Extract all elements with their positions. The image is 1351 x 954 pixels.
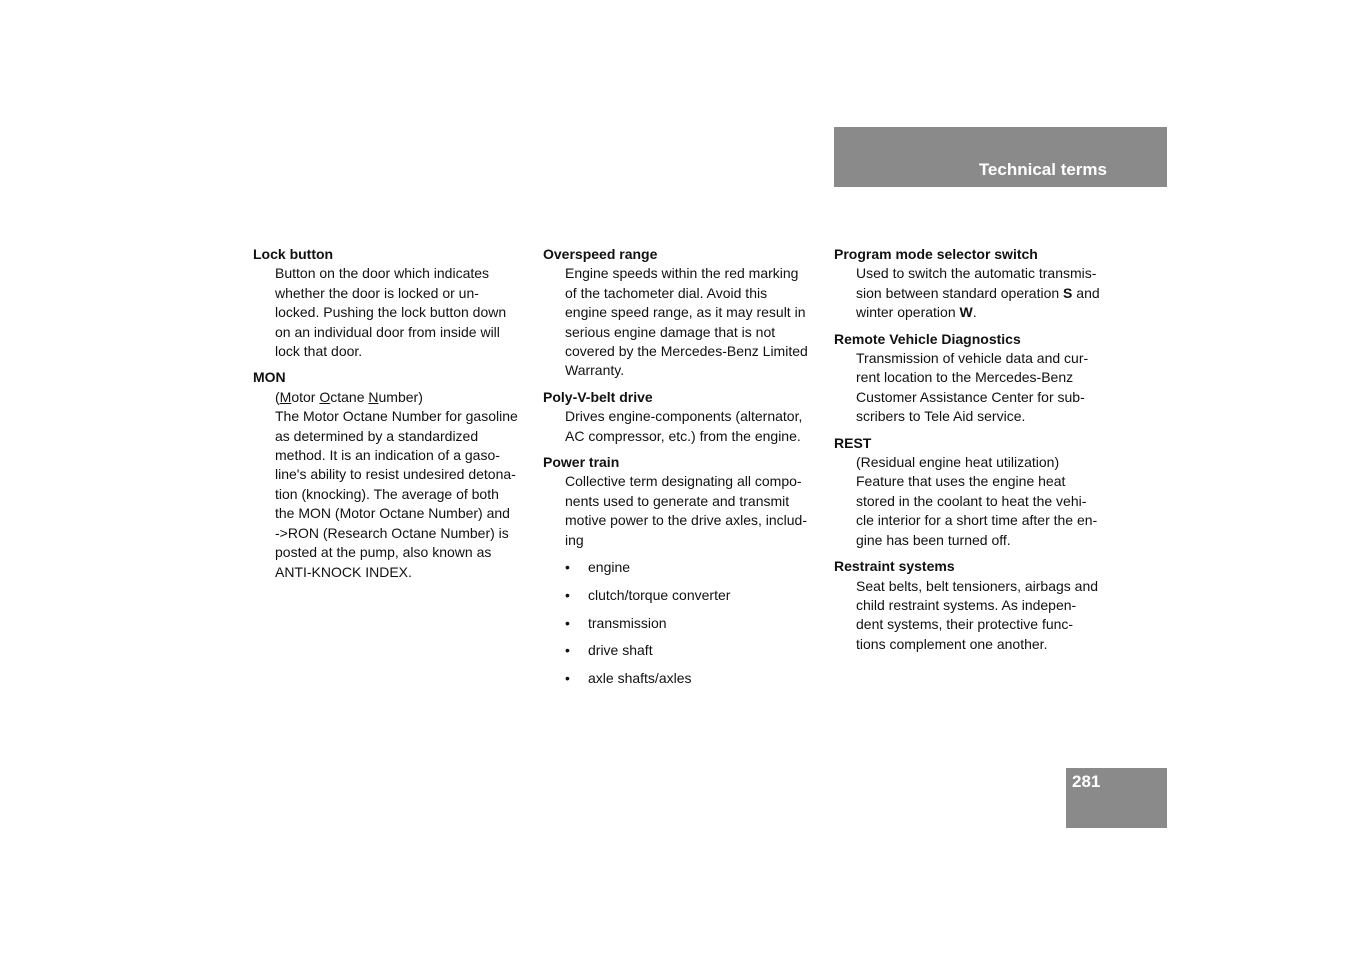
definition-line: Drives engine-components (alternator, bbox=[565, 408, 803, 425]
definition-line: ->RON (Research Octane Number) is bbox=[275, 524, 509, 541]
section-title: Technical terms bbox=[978, 160, 1107, 179]
abbreviation-expansion: (Motor Octane Number) bbox=[275, 388, 423, 405]
definition-line: nents used to generate and transmit bbox=[565, 492, 790, 509]
definition-line: of the tachometer dial. Avoid this bbox=[565, 284, 768, 301]
definition-line: sion between standard operation S and bbox=[856, 284, 1100, 301]
definition-line: method. It is an indication of a gaso- bbox=[275, 447, 500, 464]
definition-line: child restraint systems. As indepen- bbox=[856, 596, 1077, 613]
entry-overspeed-range bbox=[543, 245, 823, 381]
definition-line: Engine speeds within the red marking bbox=[565, 265, 799, 282]
column-2 bbox=[543, 245, 823, 697]
list-item: • drive shaft bbox=[565, 641, 823, 660]
term-heading: Lock button bbox=[253, 246, 334, 262]
term-heading: Program mode selector switch bbox=[834, 246, 1038, 262]
term-definition bbox=[565, 264, 823, 380]
mode-s-label: S bbox=[1063, 284, 1073, 301]
definition-line: line's ability to resist undesired detona- bbox=[275, 466, 516, 483]
list-item: • transmission bbox=[565, 614, 823, 633]
list-item: • engine bbox=[565, 558, 823, 577]
definition-line: tion (knocking). The average of both bbox=[275, 485, 499, 502]
definition-line: Feature that uses the engine heat bbox=[856, 473, 1066, 490]
column-1 bbox=[253, 245, 533, 589]
term-definition bbox=[856, 453, 1114, 550]
definition-line: (Residual engine heat utilization) bbox=[856, 454, 1060, 471]
definition-line: posted at the pump, also known as bbox=[275, 544, 492, 561]
definition-line: Used to switch the automatic transmis- bbox=[856, 265, 1097, 282]
definition-line: AC compressor, etc.) from the engine. bbox=[565, 427, 801, 444]
term-definition bbox=[565, 407, 823, 446]
page-number-box bbox=[1066, 768, 1167, 828]
definition-line: tions complement one another. bbox=[856, 635, 1048, 652]
term-heading: Poly-V-belt drive bbox=[543, 388, 653, 405]
definition-line: whether the door is locked or un- bbox=[275, 284, 479, 301]
term-heading: Restraint systems bbox=[834, 558, 955, 575]
page-number: 281 bbox=[1072, 772, 1101, 791]
term-definition bbox=[856, 264, 1114, 322]
definition-line: locked. Pushing the lock button down bbox=[275, 304, 507, 321]
definition-line: lock that door. bbox=[275, 343, 363, 360]
list-item: • clutch/torque converter bbox=[565, 586, 823, 605]
term-definition bbox=[275, 264, 533, 361]
term-heading: Remote Vehicle Diagnostics bbox=[834, 330, 1021, 347]
definition-line: Seat belts, belt tensioners, airbags and bbox=[856, 577, 1099, 594]
entry-restraint-systems bbox=[834, 557, 1114, 654]
entry-mon bbox=[253, 368, 533, 581]
definition-line: ing bbox=[565, 531, 584, 548]
definition-line: Button on the door which indicates bbox=[275, 265, 490, 282]
definition-line: The Motor Octane Number for gasoline bbox=[275, 408, 518, 425]
definition-line: on an individual door from inside will bbox=[275, 323, 500, 340]
term-definition bbox=[565, 472, 823, 550]
definition-line: the MON (Motor Octane Number) and bbox=[275, 505, 510, 522]
definition-line: Transmission of vehicle data and cur- bbox=[856, 350, 1089, 367]
definition-line: covered by the Mercedes-Benz Limited bbox=[565, 343, 808, 360]
definition-line: ANTI-KNOCK INDEX. bbox=[275, 563, 412, 580]
term-heading: REST bbox=[834, 434, 872, 451]
bullet-icon: • bbox=[565, 586, 570, 603]
definition-line: stored in the coolant to heat the vehi- bbox=[856, 492, 1087, 509]
definition-line: Customer Assistance Center for sub- bbox=[856, 388, 1085, 405]
entry-poly-v-belt-drive bbox=[543, 388, 823, 446]
entry-power-train bbox=[543, 453, 823, 688]
power-train-component-list bbox=[565, 558, 823, 688]
term-definition bbox=[856, 349, 1114, 427]
definition-line: Warranty. bbox=[565, 362, 625, 379]
term-heading: Overspeed range bbox=[543, 246, 658, 262]
term-definition bbox=[856, 577, 1114, 655]
term-heading: Power train bbox=[543, 454, 620, 471]
bullet-icon: • bbox=[565, 614, 570, 631]
column-3 bbox=[834, 245, 1114, 661]
mode-w-label: W bbox=[959, 304, 973, 321]
definition-line: engine speed range, as it may result in bbox=[565, 304, 806, 321]
section-header-bar bbox=[834, 127, 1167, 187]
term-heading: MON bbox=[253, 369, 286, 386]
definition-line: cle interior for a short time after the en- bbox=[856, 512, 1098, 529]
bullet-icon: • bbox=[565, 559, 570, 576]
definition-line: as determined by a standardized bbox=[275, 427, 479, 444]
list-item: • axle shafts/axles bbox=[565, 669, 823, 688]
bullet-icon: • bbox=[565, 669, 570, 686]
term-definition bbox=[275, 388, 533, 582]
definition-line: serious engine damage that is not bbox=[565, 323, 776, 340]
bullet-icon: • bbox=[565, 642, 570, 659]
definition-line: winter operation W. bbox=[856, 304, 977, 321]
definition-line: Collective term designating all compo- bbox=[565, 473, 802, 490]
entry-remote-vehicle-diagnostics bbox=[834, 330, 1114, 427]
definition-line: scribers to Tele Aid service. bbox=[856, 408, 1026, 425]
definition-line: rent location to the Mercedes-Benz bbox=[856, 369, 1074, 386]
entry-program-mode-selector bbox=[834, 245, 1114, 323]
definition-line: motive power to the drive axles, includ- bbox=[565, 512, 807, 529]
entry-rest bbox=[834, 434, 1114, 550]
entry-lock-button bbox=[253, 245, 533, 361]
definition-line: dent systems, their protective func- bbox=[856, 616, 1074, 633]
definition-line: gine has been turned off. bbox=[856, 531, 1011, 548]
